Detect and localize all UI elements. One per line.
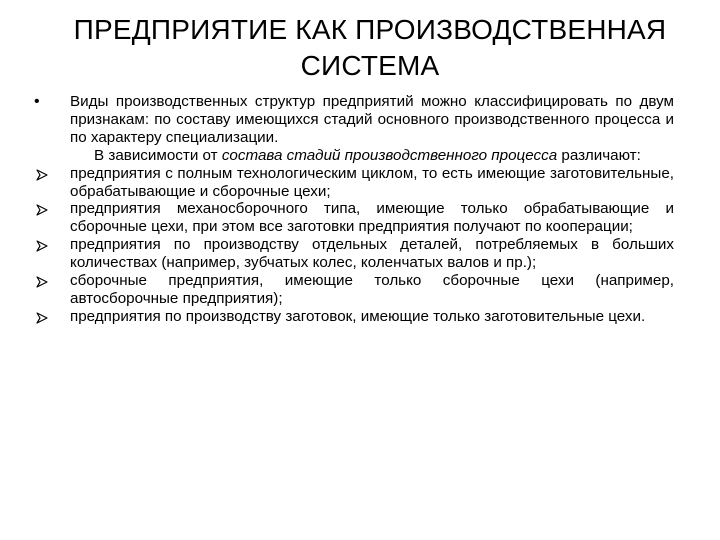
list-item-text: предприятия по производству отдельных деталей, потребляемых в больших количествах (например, зубчатых колес, коленчатых валов и пр.); [70,236,674,272]
intro-text: Виды производственных структур предприятий можно классифицировать по двум признакам: по составу имеющихся стадий основного производственного процесса и по характеру специализации. [70,93,674,146]
list-item-text: предприятия по производству заготовок, имеющие только заготовительные цехи. [70,307,646,325]
classification-italic: состава стадий производственного процесса [221,146,558,164]
arrow-bullet-icon [36,204,48,216]
arrow-bullet-icon [36,169,48,181]
intro-paragraph [34,93,674,147]
list-item-text: предприятия механосборочного типа, имеющие только обрабатывающие и сборочные цехи, при этом все заготовки предприятия получают по кооперации; [70,200,674,236]
list-item [34,272,674,308]
classification-prefix: В зависимости от [94,146,222,164]
list-item [34,236,674,272]
list-item-text: предприятия с полным технологическим циклом, то есть имеющие заготовительные, обрабатывающие и сборочные цехи; [70,164,674,200]
list-item [34,165,674,201]
slide-title-line-1: ПРЕДПРИЯТИЕ КАК ПРОИЗВОДСТВЕННАЯ [73,14,667,45]
arrow-bullet-icon [36,276,48,288]
arrow-bullet-icon [36,312,48,324]
slide-body [34,93,674,326]
arrow-bullet-icon [36,240,48,252]
bullet-dot-icon: • [34,93,40,110]
classification-paragraph [34,147,674,165]
slide-title-line-2: СИСТЕМА [300,50,440,81]
list-item-text: сборочные предприятия, имеющие только сборочные цехи (например, автосборочные предприятия); [70,272,674,307]
list-item [34,308,674,326]
classification-suffix: различают: [557,146,641,164]
slide-title [70,12,670,84]
list-item [34,200,674,236]
